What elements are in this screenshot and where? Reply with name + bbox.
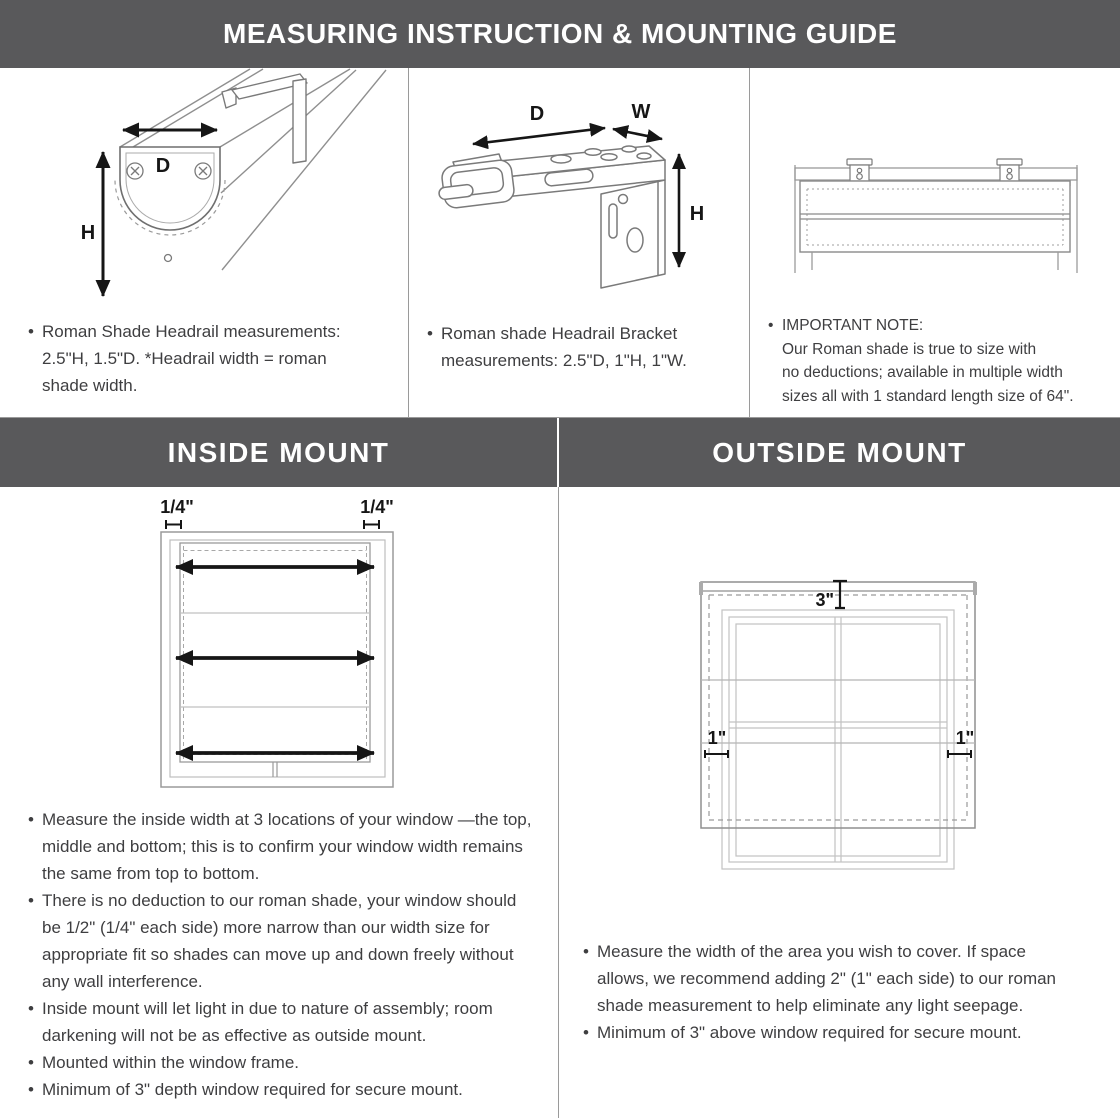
panel-headrail <box>0 68 409 417</box>
bullet-text: Roman Shade Headrail measurements: 2.5"H, 1.5"D. *Headrail width = roman shade width. <box>42 322 341 395</box>
top-panels <box>0 68 1120 417</box>
panel-bracket <box>409 68 750 417</box>
bracket-leg-hole-large <box>627 228 643 252</box>
bullet-text: Measure the inside width at 3 locations of your window —the top, middle and bottom; this is to confirm your window width remains the same from top to bottom. <box>42 810 532 883</box>
bullet-dot: • <box>28 1053 34 1072</box>
bullet-item <box>768 314 1074 408</box>
bullet-text: There is no deduction to our roman shade, your window should be 1/2" (1/4" each side) more narrow than our width size for appropriate fit so shades can move up and down freely without any wall interference. <box>42 891 517 991</box>
outside-mount-title: OUTSIDE MOUNT <box>712 436 967 468</box>
label-w: W <box>631 101 651 123</box>
label-one-inch-right: 1" <box>955 728 975 748</box>
bracket-hole <box>622 146 636 152</box>
outside-mount-diagram <box>688 570 988 870</box>
bullet-dot: • <box>768 317 774 334</box>
bullet-text: Roman shade Headrail Bracket measurements: 2.5"D, 1"H, 1"W. <box>441 324 687 370</box>
mounting-bracket-icon <box>847 159 1022 181</box>
bullet-item <box>28 995 532 1049</box>
rail-endcap-left <box>699 582 703 595</box>
label-d: D <box>529 103 545 125</box>
page-title: MEASURING INSTRUCTION & MOUNTING GUIDE <box>223 18 897 49</box>
bullet-dot: • <box>583 1023 589 1042</box>
bullet-dot: • <box>28 999 34 1018</box>
headrail-bar <box>795 168 1077 180</box>
mount-section-headers <box>0 417 1120 487</box>
bullet-item <box>28 318 341 399</box>
outside-mount-section <box>559 487 1120 1120</box>
label-one-inch-left: 1" <box>707 728 727 748</box>
bracket-diagram <box>409 68 749 316</box>
width-arrow <box>613 129 662 139</box>
inside-mount-bullets <box>28 806 532 1103</box>
window-legs <box>812 252 1058 270</box>
bullet-item <box>28 887 532 995</box>
outside-mount-header <box>559 418 1120 487</box>
headrail-diagram <box>0 68 409 316</box>
label-d: D <box>155 155 171 177</box>
bracket-leg-slot <box>609 204 617 238</box>
label-quarter-right: 1/4" <box>360 497 394 517</box>
bullet-dot: • <box>583 942 589 961</box>
label-h: H <box>80 222 96 244</box>
inside-mount-title: INSIDE MOUNT <box>167 436 390 468</box>
shade-fold-lines <box>701 680 975 743</box>
bullet-text: Mounted within the window frame. <box>42 1053 300 1072</box>
bracket-note <box>427 320 687 374</box>
headrail-top-bracket <box>222 74 307 163</box>
bullet-dot: • <box>28 322 34 341</box>
important-note <box>768 314 1074 408</box>
shade-panel <box>800 181 1070 252</box>
bullet-text: IMPORTANT NOTE: Our Roman shade is true to size with no deductions; available in multiple width sizes all with 1 standard length size of 64". <box>782 317 1074 405</box>
bullet-text: Minimum of 3" depth window required for secure mount. <box>42 1080 463 1099</box>
label-three-inch: 3" <box>815 590 834 610</box>
bullet-dot: • <box>28 810 34 829</box>
bullet-text: Measure the width of the area you wish to cover. If space allows, we recommend adding 2" (1" each side) to our roman shade measurement to help eliminate any light seepage. <box>597 942 1057 1015</box>
bullet-item <box>583 938 1056 1019</box>
rail-endcap-right <box>973 582 977 595</box>
inside-mount-diagram <box>152 493 402 793</box>
gap-tick-right <box>364 520 379 529</box>
bullet-item <box>28 1049 532 1076</box>
bracket-hole <box>585 149 601 155</box>
outside-mount-bullets <box>583 938 1056 1046</box>
mount-columns <box>0 487 1120 1120</box>
bullet-item <box>583 1019 1056 1046</box>
bullet-dot: • <box>427 324 433 343</box>
bullet-text: Minimum of 3" above window required for secure mount. <box>597 1023 1022 1042</box>
label-h: H <box>689 203 705 225</box>
bullet-dot: • <box>28 891 34 910</box>
shade-panel <box>180 543 370 762</box>
mounted-headrail-diagram <box>750 68 1120 316</box>
inside-mount-section <box>0 487 558 1120</box>
inside-mount-header <box>0 418 557 487</box>
bullet-text: Inside mount will let light in due to nature of assembly; room darkening will not be as effective as outside mount. <box>42 999 493 1045</box>
bullet-item <box>28 806 532 887</box>
window-behind <box>722 610 954 869</box>
bullet-dot: • <box>28 1080 34 1099</box>
bracket-hole <box>637 153 651 159</box>
headrail-note <box>28 318 341 399</box>
shade-panel <box>701 582 975 828</box>
depth-arrow <box>473 128 605 144</box>
bracket-leg-hole-small <box>619 195 628 204</box>
bullet-item <box>28 1076 532 1103</box>
bracket-hole <box>601 154 617 160</box>
bullet-item <box>427 320 687 374</box>
bracket-hole <box>551 155 571 163</box>
label-quarter-left: 1/4" <box>160 497 194 517</box>
panel-important-note <box>750 68 1120 417</box>
gap-tick-left <box>166 520 181 529</box>
shade-dashed-border <box>709 595 967 820</box>
main-header-bar <box>0 0 1120 68</box>
